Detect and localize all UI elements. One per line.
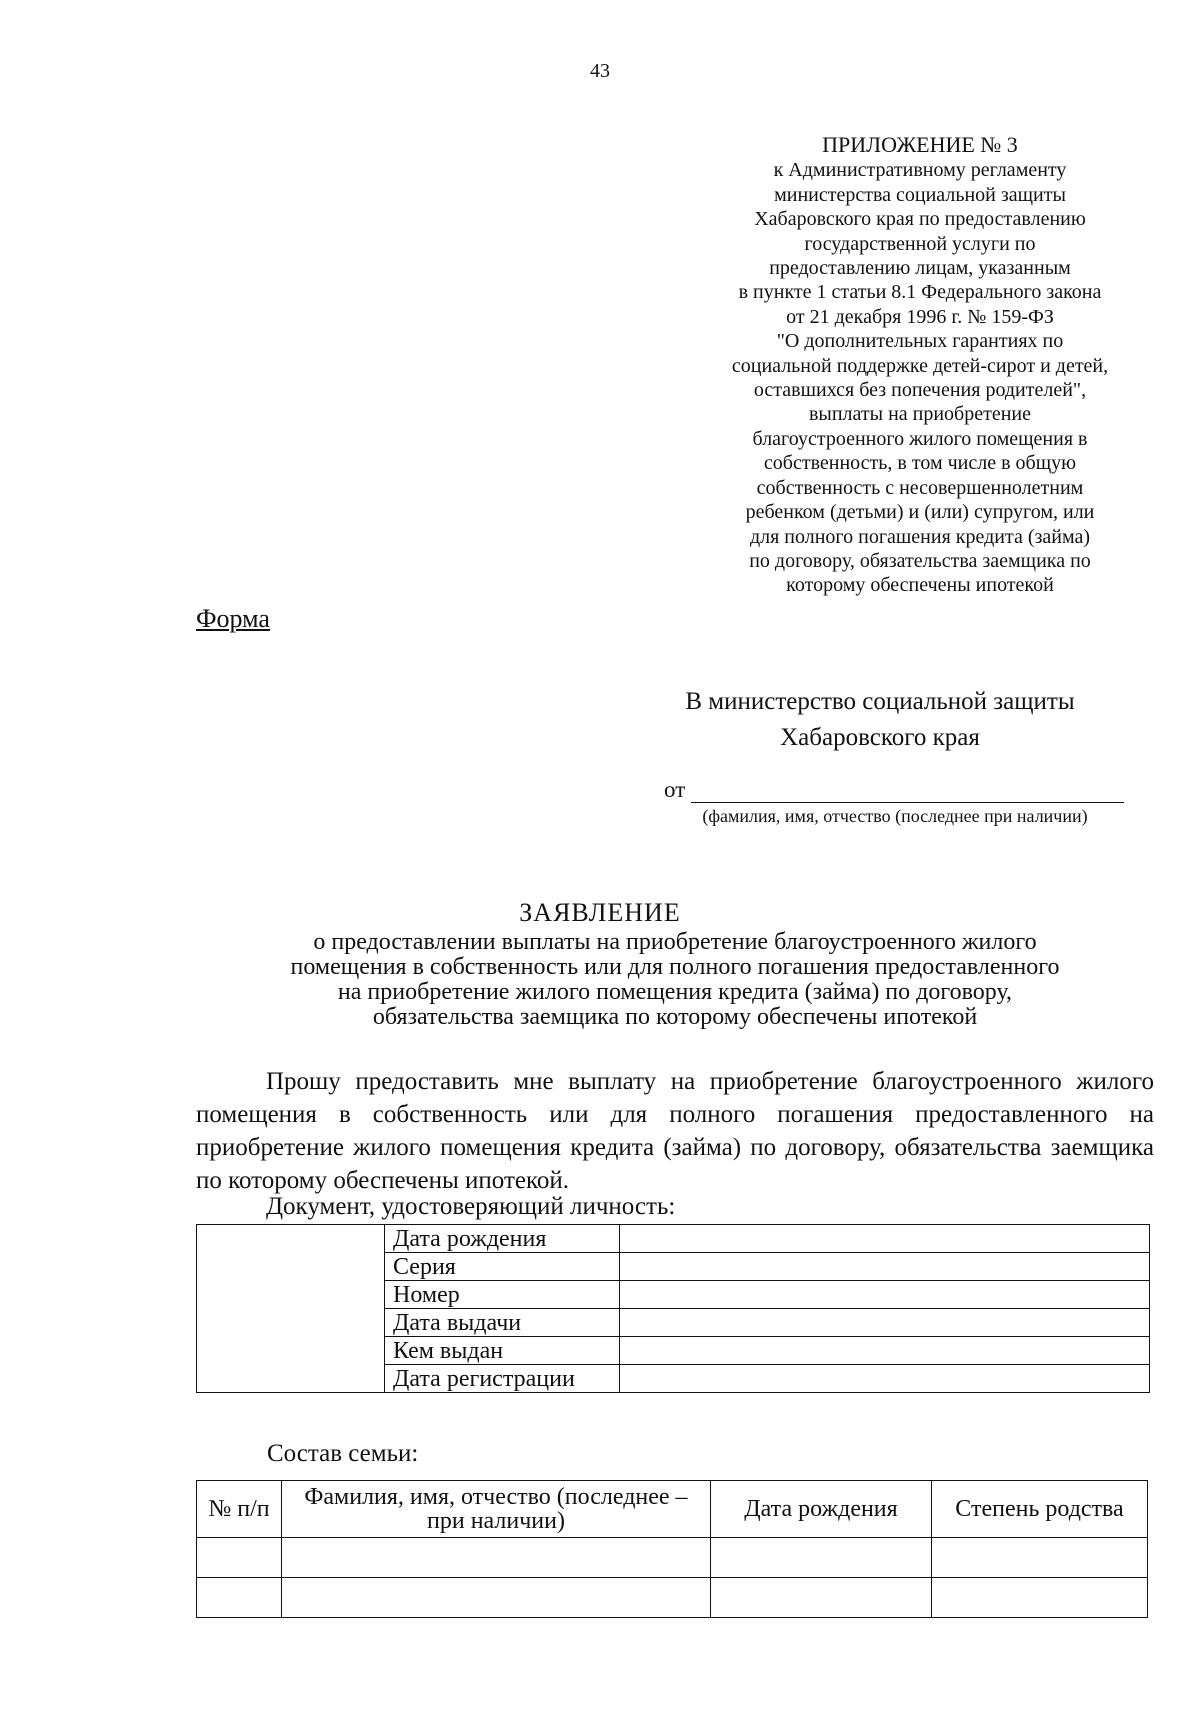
- table-cell-value[interactable]: [620, 1281, 1150, 1309]
- table-cell[interactable]: [282, 1578, 711, 1618]
- identity-document-label: Документ, удостоверяющий личность:: [266, 1193, 676, 1220]
- appendix-heading: ПРИЛОЖЕНИЕ № 3: [822, 132, 1018, 157]
- appendix-line: выплаты на приобретение: [808, 403, 1032, 426]
- appendix-line: для полного погашения кредита (займа): [749, 525, 1091, 548]
- appendix-line: Хабаровского края по предоставлению: [754, 208, 1086, 231]
- from-label: от: [664, 777, 686, 802]
- addressee: [640, 684, 1120, 756]
- table-cell-value[interactable]: [620, 1225, 1150, 1253]
- header-birth-date: Дата рождения: [711, 1481, 932, 1538]
- appendix-line: в пункте 1 статьи 8.1 Федерального закона: [738, 281, 1102, 304]
- table-cell-value[interactable]: [620, 1309, 1150, 1337]
- table-cell-label: Серия: [385, 1253, 620, 1281]
- page-number: 43: [590, 60, 610, 82]
- table-cell[interactable]: [932, 1538, 1148, 1578]
- addressee-line: Хабаровского края: [780, 724, 980, 751]
- table-cell[interactable]: [197, 1578, 282, 1618]
- appendix-line: "О дополнительных гарантиях по: [776, 330, 1064, 353]
- family-table: [196, 1480, 1148, 1618]
- appendix-line: к Административному регламенту: [773, 159, 1067, 182]
- request-paragraph: [196, 1065, 1154, 1197]
- table-cell-value[interactable]: [620, 1337, 1150, 1365]
- header-full-name: Фамилия, имя, отчество (последнее – при наличии): [282, 1481, 711, 1538]
- statement-title: ЗАЯВЛЕНИЕ: [519, 898, 681, 927]
- appendix-line: собственность, в том числе в общую: [763, 452, 1077, 475]
- table-cell[interactable]: [197, 1538, 282, 1578]
- appendix-line: собственность с несовершеннолетним: [756, 476, 1084, 499]
- table-header-row: [197, 1481, 1148, 1538]
- table-cell-label: Дата рождения: [385, 1225, 620, 1253]
- appendix-line: по договору, обязательства заемщика по: [749, 549, 1091, 572]
- from-hint: (фамилия, имя, отчество (последнее при наличии): [702, 806, 1088, 826]
- appendix-line: ребенком (детьми) и (или) супругом, или: [745, 501, 1095, 524]
- appendix-line: оставшихся без попечения родителей",: [753, 379, 1087, 402]
- from-field: [664, 777, 1124, 803]
- statement-subtitle-line: обязательства заемщика по которому обеспечены ипотекой: [372, 1004, 978, 1030]
- table-cell-value[interactable]: [620, 1365, 1150, 1393]
- appendix-block: [660, 133, 1180, 598]
- table-cell[interactable]: [282, 1538, 711, 1578]
- header-relationship: Степень родства: [932, 1481, 1148, 1538]
- appendix-line: государственной услуги по: [804, 232, 1036, 255]
- family-label: Состав семьи:: [267, 1440, 419, 1467]
- table-row: [197, 1538, 1148, 1578]
- statement-subtitle: [195, 930, 1155, 1030]
- table-cell[interactable]: [711, 1578, 932, 1618]
- table-cell-blank[interactable]: [197, 1225, 385, 1393]
- statement-subtitle-line: на приобретение жилого помещения кредита (займа) по договору,: [337, 979, 1013, 1005]
- header-number: № п/п: [197, 1481, 282, 1538]
- identity-document-table: [196, 1224, 1150, 1393]
- addressee-line: В министерство социальной защиты: [685, 688, 1075, 715]
- form-label: Форма: [196, 604, 270, 633]
- appendix-line: которому обеспечены ипотекой: [786, 574, 1054, 597]
- statement-subtitle-line: о предоставлении выплаты на приобретение благоустроенного жилого: [313, 929, 1037, 955]
- appendix-line: социальной поддержке детей-сирот и детей,: [731, 354, 1109, 377]
- table-cell-label: Кем выдан: [385, 1337, 620, 1365]
- table-cell-value[interactable]: [620, 1253, 1150, 1281]
- table-row: [197, 1578, 1148, 1618]
- table-row: [197, 1225, 1150, 1253]
- appendix-line: благоустроенного жилого помещения в: [752, 427, 1088, 450]
- appendix-line: министерства социальной защиты: [774, 183, 1066, 206]
- statement-subtitle-line: помещения в собственность или для полного погашения предоставленного: [290, 954, 1060, 980]
- table-cell-label: Номер: [385, 1281, 620, 1309]
- appendix-line: от 21 декабря 1996 г. № 159-ФЗ: [786, 305, 1054, 328]
- appendix-line: предоставлению лицам, указанным: [769, 257, 1071, 280]
- table-cell[interactable]: [932, 1578, 1148, 1618]
- table-cell-label: Дата регистрации: [385, 1365, 620, 1393]
- request-text: Прошу предоставить мне выплату на приобретение благоустроенного жилого помещения в собственность или для полного погашения предоставленного на приобретение жилого помещения кредита (займа) по договору, обязательства заемщика по которому обеспечены ипотекой.: [196, 1068, 1154, 1194]
- table-cell-label: Дата выдачи: [385, 1309, 620, 1337]
- from-fill-line[interactable]: [691, 780, 1124, 803]
- table-cell[interactable]: [711, 1538, 932, 1578]
